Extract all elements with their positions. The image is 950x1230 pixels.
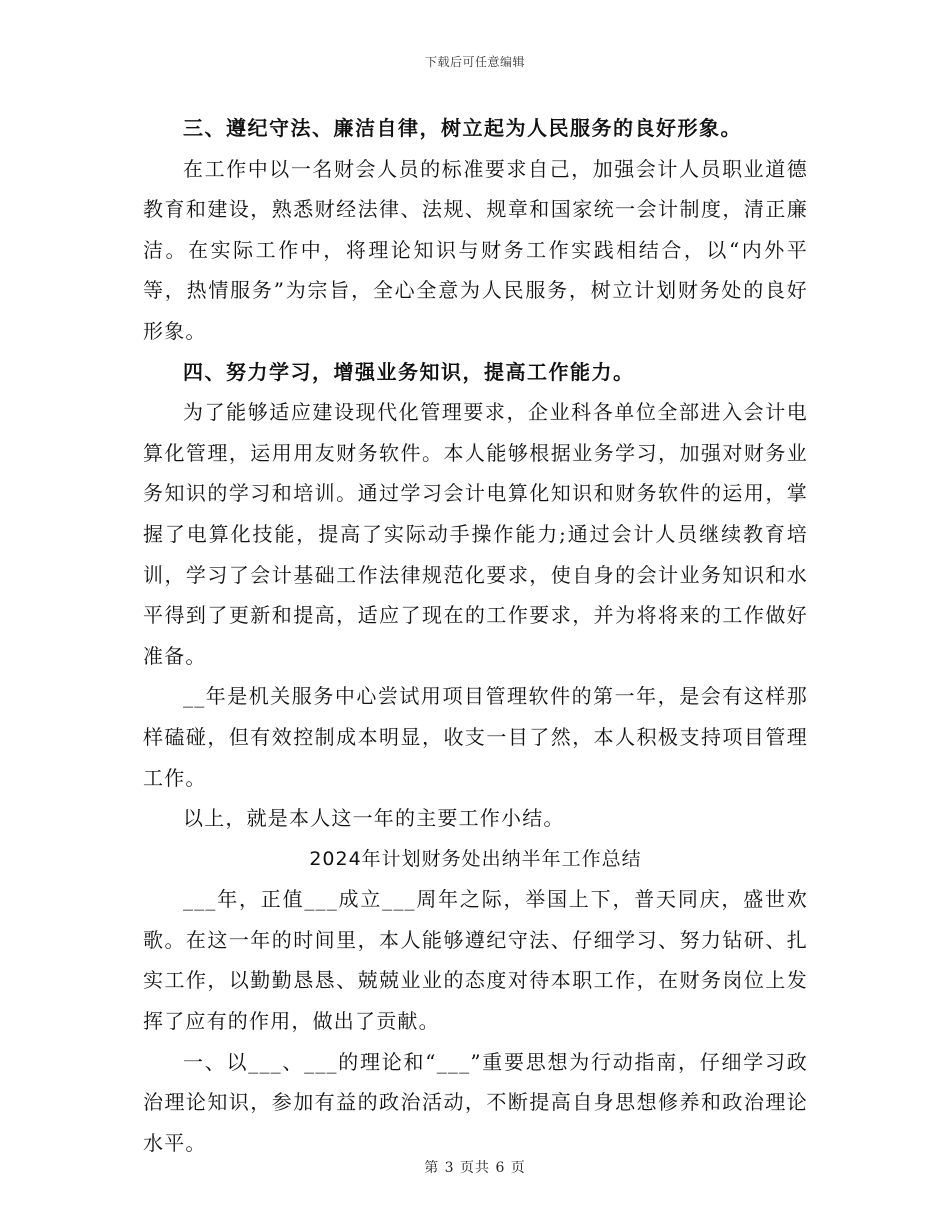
body-paragraph: __年是机关服务中心尝试用项目管理软件的第一年，是会有这样那样磕碰，但有效控制成本明显，收支一目了然，本人积极支持项目管理工作。 bbox=[143, 684, 808, 790]
section-heading-4: 四、努力学习，增强业务知识，提高工作能力。 bbox=[183, 359, 635, 384]
section-heading-3: 三、遵纪守法、廉洁自律，树立起为人民服务的良好形象。 bbox=[183, 116, 742, 140]
page-number: 第 3 页共 6 页 bbox=[424, 1160, 526, 1176]
document-body bbox=[143, 108, 808, 1163]
body-paragraph: 在工作中以一名财会人员的标准要求自己，加强会计人员职业道德教育和建设，熟悉财经法律、法规、规章和国家统一会计制度，清正廉洁。在实际工作中，将理论知识与财务工作实践相结合，以“内外平等，热情服务”为宗旨，全心全意为人民服务，树立计划财务处的良好形象。 bbox=[143, 156, 808, 343]
body-paragraph: 一、以___、___的理论和“___”重要思想为行动指南，仔细学习政治理论知识，参加有益的政治活动，不断提高自身思想修养和政治理论水平。 bbox=[143, 1049, 808, 1155]
body-paragraph: 为了能够适应建设现代化管理要求，企业科各单位全部进入会计电算化管理，运用用友财务软件。本人能够根据业务学习，加强对财务业务知识的学习和培训。通过学习会计电算化知识和财务软件的运用，掌握了电算化技能，提高了实际动手操作能力;通过会计人员继续教育培训，学习了会计基础工作法律规范化要求，使自身的会计业务知识和水平得到了更新和提高，适应了现在的工作要求，并为将将来的工作做好准备。 bbox=[143, 400, 808, 668]
body-paragraph: ___年，正值___成立___周年之际，举国上下，普天同庆，盛世欢歌。在这一年的时间里，本人能够遵纪守法、仔细学习、努力钻研、扎实工作，以勤勤恳恳、兢兢业业的态度对待本职工作，在财务岗位上发挥了应有的作用，做出了贡献。 bbox=[143, 887, 808, 1034]
document-title: 2024年计划财务处出纳半年工作总结 bbox=[309, 847, 642, 870]
body-paragraph: 以上，就是本人这一年的主要工作小结。 bbox=[183, 806, 565, 831]
page-header-note: 下载后可任意编辑 bbox=[424, 55, 525, 69]
